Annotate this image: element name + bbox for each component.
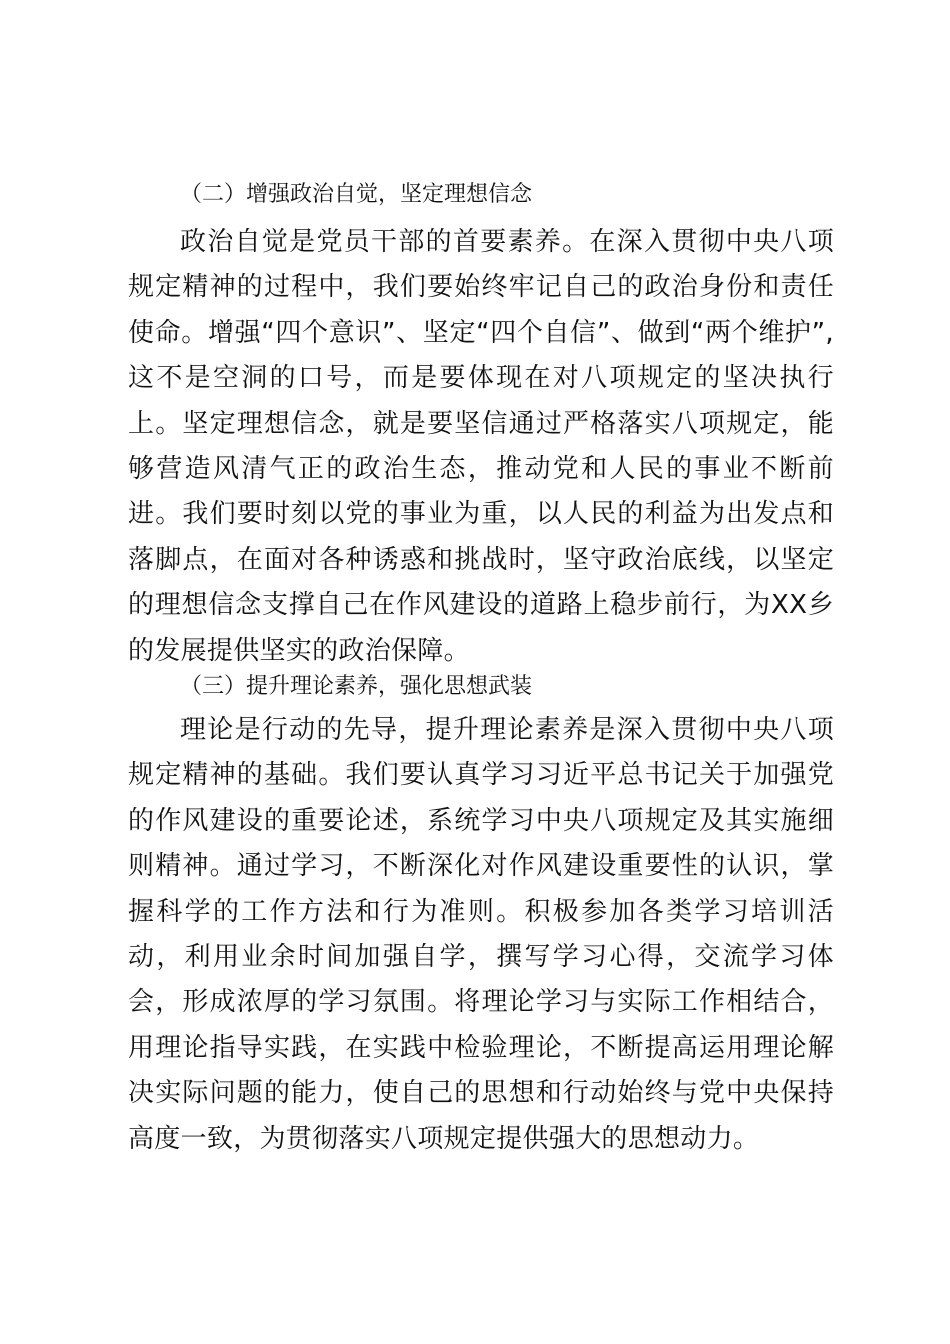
section-paragraph-3: 理论是行动的先导，提升理论素养是深入贯彻中央八项规定精神的基础。我们要认真学习习近平总书记关于加强党的作风建设的重要论述，系统学习中央八项规定及其实施细则精神。通过学习，不断深化对作风建设重要性的认识，掌握科学的工作方法和行为准则。积极参加各类学习培训活动，利用业余时间加强自学，撰写学习心得，交流学习体会，形成浓厚的学习氛围。将理论学习与实际工作相结合，用理论指导实践，在实践中检验理论，不断提高运用理论解决实际问题的能力，使自己的思想和行动始终与党中央保持高度一致，为贯彻落实八项规定提供强大的思想动力。 bbox=[128, 715, 834, 1154]
section-heading-2: （二）增强政治自觉，坚定理想信念 bbox=[180, 182, 533, 207]
section-heading-3: （三）提升理论素养，强化思想武装 bbox=[180, 674, 533, 699]
section-paragraph-2: 政治自觉是党员干部的首要素养。在深入贯彻中央八项规定精神的过程中，我们要始终牢记自己的政治身份和责任使命。增强“四个意识”、坚定“四个自信”、做到“两个维护”,这不是空洞的口号，而是要体现在对八项规定的坚决执行上。坚定理想信念，就是要坚信通过严格落实八项规定，能够营造风清气正的政治生态，推动党和人民的事业不断前进。我们要时刻以党的事业为重，以人民的利益为出发点和落脚点，在面对各种诱惑和挑战时，坚守政治底线，以坚定的理想信念支撑自己在作风建设的道路上稳步前行，为XX乡的发展提供坚实的政治保障。 bbox=[128, 227, 834, 666]
